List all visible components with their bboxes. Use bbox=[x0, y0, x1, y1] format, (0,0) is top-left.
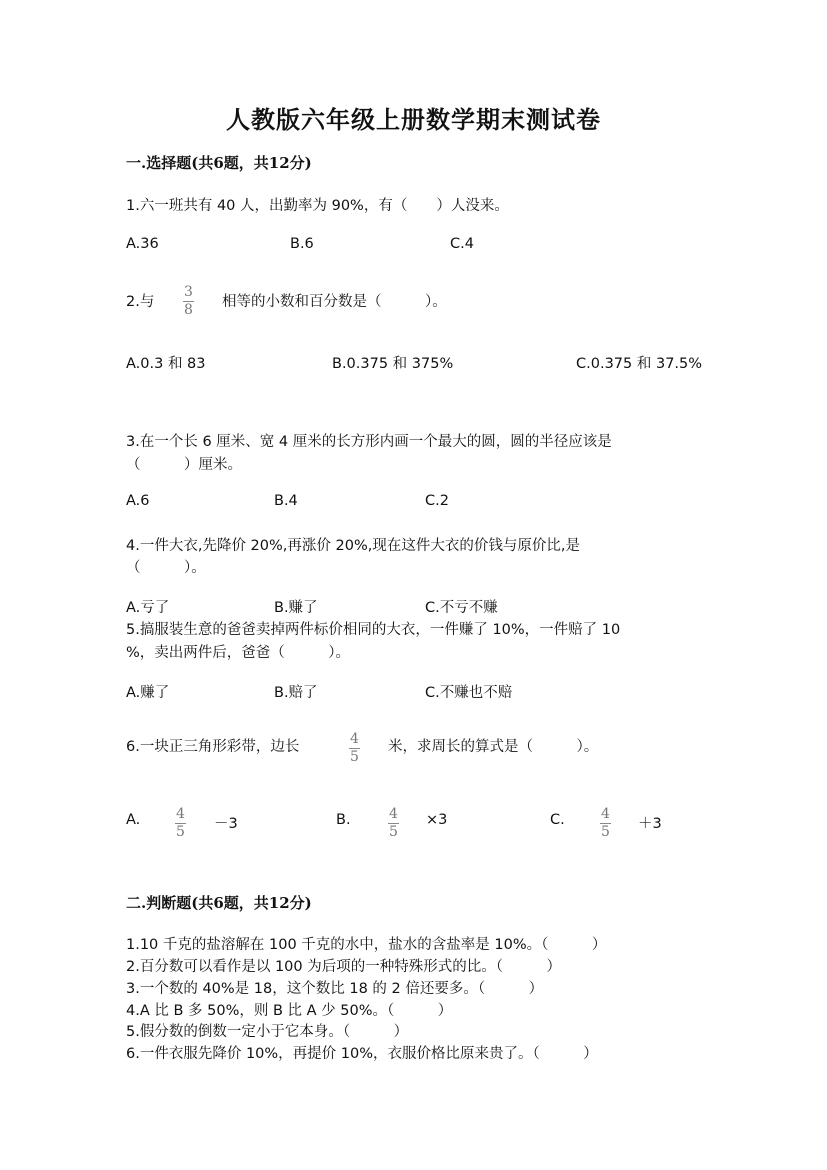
question-2-suffix: 相等的小数和百分数是（ ）。 bbox=[222, 294, 447, 310]
judgement-item: 6.一件衣服先降价 10%，再提价 10%，衣服价格比原来贵了。（ ） bbox=[126, 1046, 598, 1062]
question-5-line2: %，卖出两件后，爸爸（ ）。 bbox=[126, 645, 351, 661]
judgement-item: 3.一个数的 40%是 18，这个数比 18 的 2 倍还要多。（ ） bbox=[126, 981, 544, 997]
question-4-line2: （ ）。 bbox=[126, 560, 206, 576]
q6-option-c-operation: ＋3 bbox=[638, 816, 662, 832]
question-5-line1: 5.搞服装生意的爸爸卖掉两件标价相同的大衣，一件赚了 10%，一件赔了 10 bbox=[126, 622, 621, 638]
judgement-item: 1.10 千克的盐溶解在 100 千克的水中，盐水的含盐率是 10%。（ ） bbox=[126, 937, 607, 953]
q2-option-a: A.0.3 和 83 bbox=[126, 356, 206, 372]
question-6-prefix: 6.一块正三角形彩带，边长 bbox=[126, 739, 300, 755]
q4-option-a: A.亏了 bbox=[126, 600, 170, 616]
fraction-numerator: 4 bbox=[176, 806, 185, 822]
q6-option-c-label: C. bbox=[550, 812, 565, 828]
fraction-numerator: 3 bbox=[184, 284, 193, 300]
fraction-numerator: 4 bbox=[601, 806, 610, 822]
q5-option-c: C.不赚也不赔 bbox=[425, 685, 513, 701]
judgement-item: 5.假分数的倒数一定小于它本身。（ ） bbox=[126, 1024, 409, 1040]
q5-option-b: B.赔了 bbox=[274, 685, 318, 701]
q6-option-a-label: A. bbox=[126, 812, 141, 828]
q5-option-a: A.赚了 bbox=[126, 685, 170, 701]
section-heading-choice: 一.选择题(共6题，共12分) bbox=[126, 154, 312, 172]
q4-option-b: B.赚了 bbox=[274, 600, 318, 616]
judgement-item: 4.A 比 B 多 50%，则 B 比 A 少 50%。（ ） bbox=[126, 1003, 453, 1019]
q1-option-b: B.6 bbox=[290, 236, 314, 252]
q3-option-a: A.6 bbox=[126, 493, 150, 509]
question-6-suffix: 米，求周长的算式是（ ）。 bbox=[388, 739, 599, 755]
q2-option-c: C.0.375 和 37.5% bbox=[576, 356, 703, 372]
fraction-denominator: 8 bbox=[184, 302, 193, 318]
question-3-line1: 3.在一个长 6 厘米、宽 4 厘米的长方形内画一个最大的圆，圆的半径应该是 bbox=[126, 434, 612, 450]
q6-option-a-operation: －3 bbox=[214, 816, 238, 832]
fraction-denominator: 5 bbox=[601, 824, 610, 840]
q3-option-c: C.2 bbox=[425, 493, 449, 509]
question-1: 1.六一班共有 40 人，出勤率为 90%，有（ ）人没来。 bbox=[126, 198, 509, 214]
question-4-line1: 4.一件大衣,先降价 20%,再涨价 20%,现在这件大衣的价钱与原价比,是 bbox=[126, 538, 580, 554]
q6-option-b-operation: ×3 bbox=[426, 812, 448, 828]
page-title: 人教版六年级上册数学期末测试卷 bbox=[226, 105, 601, 134]
q2-option-b: B.0.375 和 375% bbox=[332, 356, 454, 372]
fraction-denominator: 5 bbox=[389, 824, 398, 840]
question-2-prefix: 2.与 bbox=[126, 294, 155, 310]
fraction-denominator: 5 bbox=[350, 749, 359, 765]
section-heading-judgement: 二.判断题(共6题，共12分) bbox=[126, 894, 312, 912]
q6-option-a-fraction bbox=[175, 806, 186, 840]
question-3-line2: （ ）厘米。 bbox=[126, 457, 242, 473]
q6-option-c-fraction bbox=[600, 806, 611, 840]
fraction-numerator: 4 bbox=[350, 731, 359, 747]
judgement-item: 2.百分数可以看作是以 100 为后项的一种特殊形式的比。（ ） bbox=[126, 959, 561, 975]
q1-option-c: C.4 bbox=[450, 236, 474, 252]
q3-option-b: B.4 bbox=[274, 493, 298, 509]
fraction-denominator: 5 bbox=[176, 824, 185, 840]
q1-option-a: A.36 bbox=[126, 236, 159, 252]
q6-option-b-label: B. bbox=[336, 812, 351, 828]
q4-option-c: C.不亏不赚 bbox=[425, 600, 498, 616]
fraction-numerator: 4 bbox=[389, 806, 398, 822]
fraction-3-8 bbox=[183, 284, 194, 318]
q6-option-b-fraction bbox=[388, 806, 399, 840]
fraction-4-5 bbox=[349, 731, 360, 765]
